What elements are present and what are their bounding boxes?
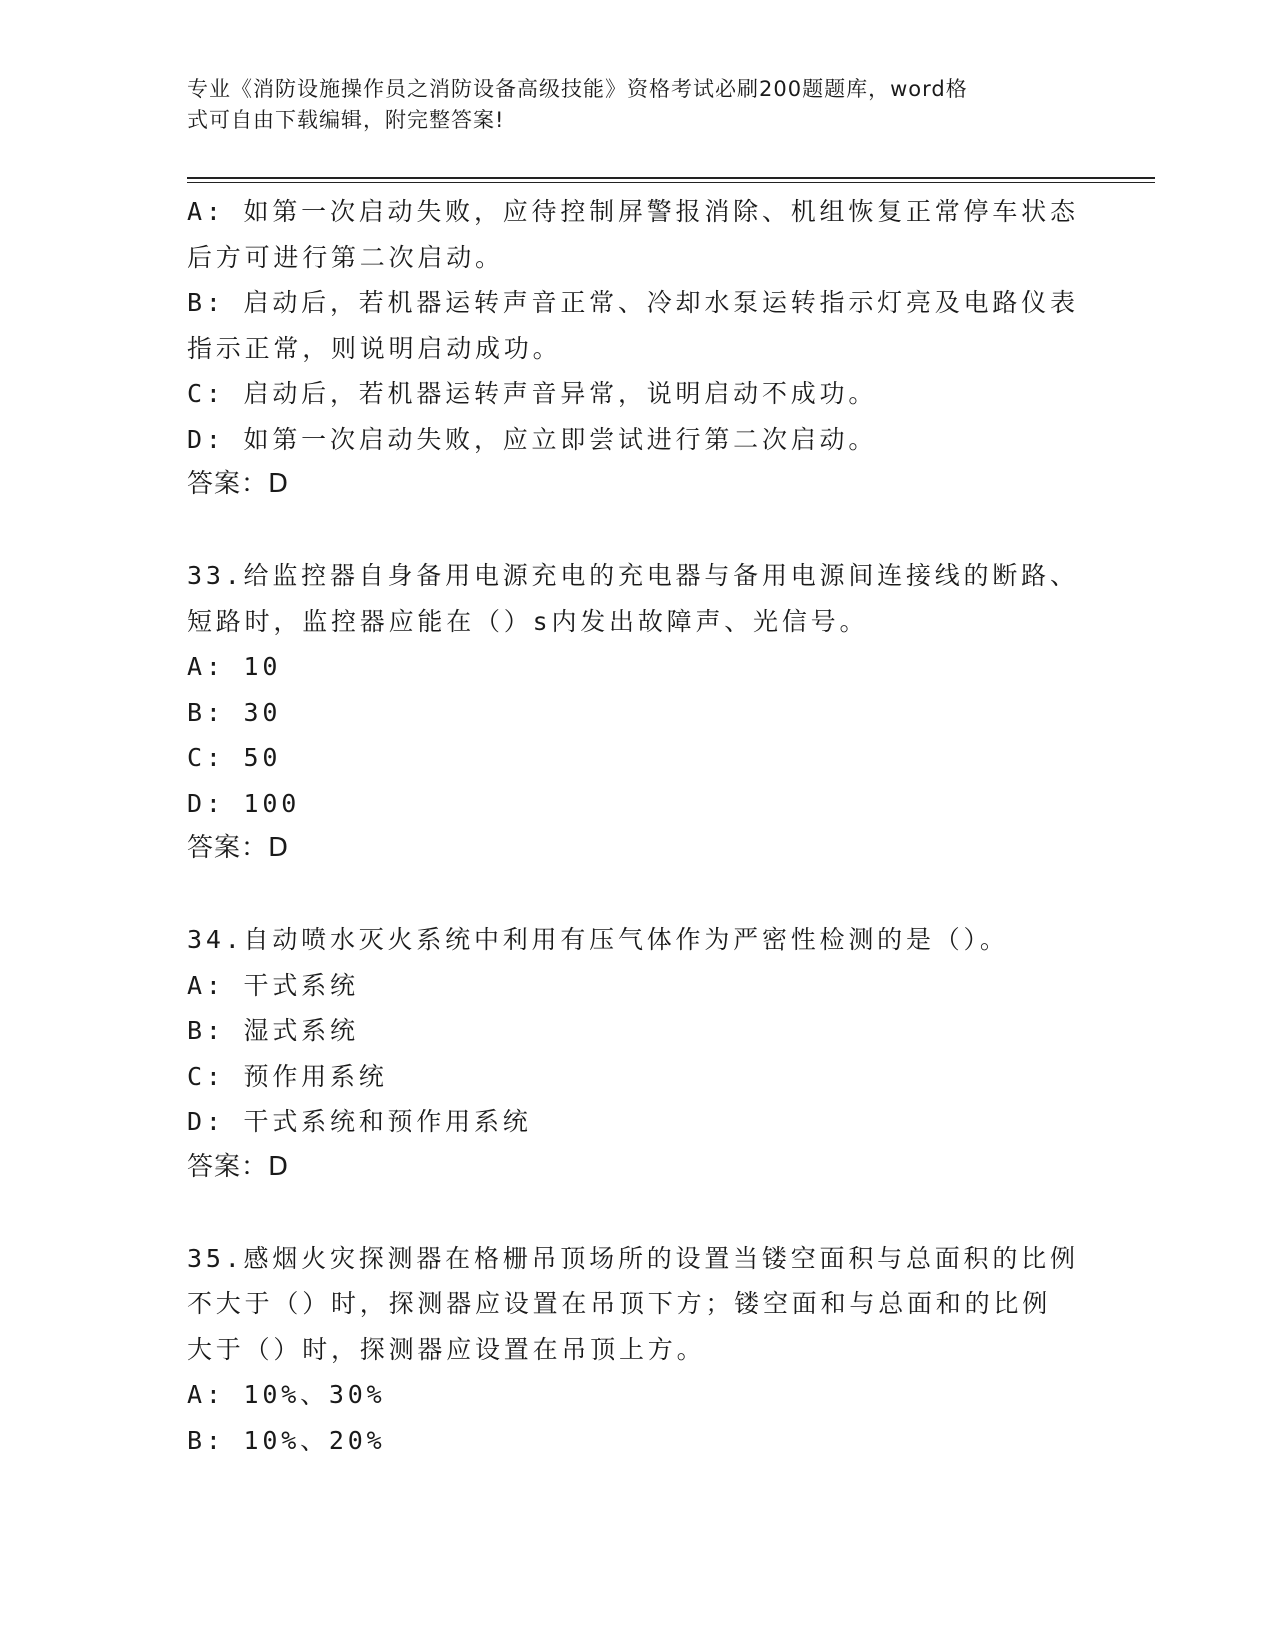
question-text: 35.感烟火灾探测器在格栅吊顶场所的设置当镂空面积与总面积的比例 <box>187 1243 1079 1273</box>
option-line: 后方可进行第二次启动。 <box>187 242 504 272</box>
header-divider-thin <box>187 182 1155 183</box>
option-line: A: 10 <box>187 652 282 681</box>
option-line: A: 如第一次启动失败，应待控制屏警报消除、机组恢复正常停车状态 <box>187 197 1079 226</box>
question-text: 大于（）时，探测器应设置在吊顶上方。 <box>187 1334 706 1364</box>
question-text: 34.自动喷水灭火系统中利用有压气体作为严密性检测的是（）。 <box>187 925 1009 954</box>
spacer <box>187 872 1107 918</box>
option-line: D: 干式系统和预作用系统 <box>187 1107 532 1136</box>
question-item <box>187 1236 1107 1464</box>
header-line-1: 专业《消防设施操作员之消防设备高级技能》资格考试必刷200题题库，word格 <box>187 77 968 101</box>
option-line: B: 湿式系统 <box>187 1016 359 1045</box>
question-item <box>187 189 1107 508</box>
question-text: 短路时，监控器应能在（）s内发出故障声、光信号。 <box>187 606 869 636</box>
option-line: C: 预作用系统 <box>187 1061 388 1091</box>
option-line: C: 启动后，若机器运转声音异常，说明启动不成功。 <box>187 379 878 408</box>
option-line: D: 100 <box>187 788 301 818</box>
question-item <box>187 917 1107 1190</box>
question-list <box>187 189 1107 1463</box>
document-header <box>187 74 1067 136</box>
question-item <box>187 553 1107 872</box>
option-line: A: 干式系统 <box>187 970 359 1000</box>
header-line-2: 式可自由下载编辑，附完整答案! <box>187 108 505 132</box>
question-text: 33.给监控器自身备用电源充电的充电器与备用电源间连接线的断路、 <box>187 561 1079 590</box>
answer-line: 答案：D <box>187 1151 290 1182</box>
option-line: C: 50 <box>187 743 282 772</box>
header-divider-thick <box>187 177 1155 179</box>
spacer <box>187 1190 1107 1236</box>
option-line: A: 10%、30% <box>187 1380 386 1409</box>
option-line: B: 30 <box>187 697 282 727</box>
option-line: B: 启动后，若机器运转声音正常、冷却水泵运转指示灯亮及电路仪表 <box>187 288 1079 317</box>
question-text: 不大于（）时，探测器应设置在吊顶下方；镂空面和与总面和的比例 <box>187 1289 1052 1318</box>
answer-line: 答案：D <box>187 469 290 499</box>
option-line: D: 如第一次启动失败，应立即尝试进行第二次启动。 <box>187 424 878 454</box>
answer-line: 答案：D <box>187 833 290 863</box>
option-line: 指示正常，则说明启动成功。 <box>187 333 562 363</box>
spacer <box>187 508 1107 554</box>
option-line: B: 10%、20% <box>187 1425 386 1455</box>
